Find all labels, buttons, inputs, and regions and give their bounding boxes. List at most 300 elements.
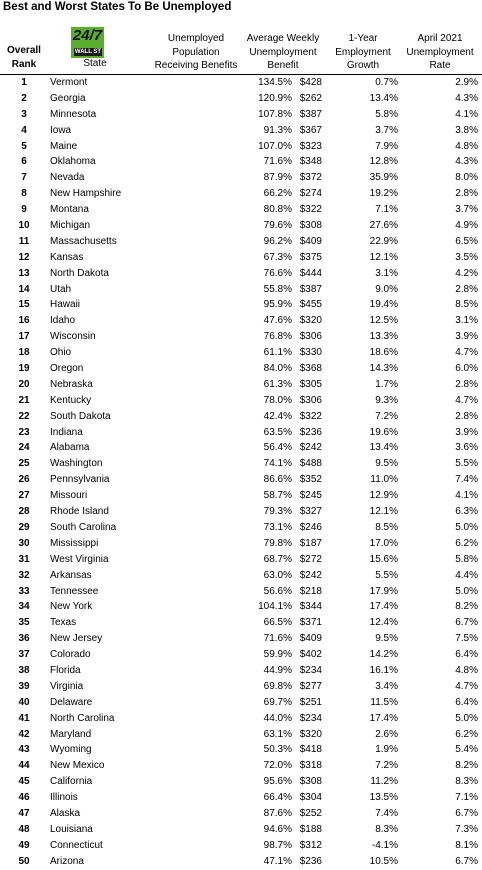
rank-cell: 19 [18,363,30,375]
state-cell: Delaware [50,696,93,708]
population-benefits-cell: 107.8% [258,108,292,120]
table-row [0,91,482,107]
table-row [0,568,482,584]
rank-cell: 13 [18,267,30,279]
population-benefits-cell: 76.8% [263,331,292,343]
state-cell: Hawaii [50,299,81,311]
employment-growth-cell: 12.1% [369,506,398,518]
population-benefits-cell: 72.0% [263,760,292,772]
employment-growth-cell: 13.4% [369,442,398,454]
table-row [0,806,482,822]
unemployment-rate-cell: 2.8% [455,378,478,390]
rank-cell: 29 [18,521,30,533]
state-cell: New Hampshire [50,188,122,200]
rank-cell: 8 [21,188,27,200]
rank-cell: 37 [18,649,30,661]
weekly-benefit-cell: $387 [299,283,322,295]
employment-growth-cell: 5.8% [375,108,398,120]
unemployment-rate-cell: 4.1% [455,490,478,502]
table-row [0,139,482,155]
weekly-benefit-cell: $242 [299,569,322,581]
population-benefits-cell: 98.7% [263,839,292,851]
unemployment-rate-cell: 5.0% [455,585,478,597]
weekly-benefit-cell: $306 [299,331,322,343]
state-cell: Colorado [50,649,91,661]
rank-cell: 4 [21,124,27,136]
unemployment-rate-cell: 5.0% [455,521,478,533]
employment-growth-cell: 9.0% [375,283,398,295]
weekly-benefit-cell: $428 [299,77,322,88]
population-benefits-cell: 73.1% [263,521,292,533]
unemployment-rate-cell: 8.0% [455,172,478,184]
rank-cell: 23 [18,426,30,438]
table-row [0,599,482,615]
table-row [0,234,482,250]
unemployment-rate-cell: 5.8% [455,553,478,565]
unemployment-rate-cell: 3.7% [455,204,478,216]
weekly-benefit-cell: $368 [299,363,322,375]
population-benefits-cell: 44.0% [263,712,292,724]
employment-growth-cell: 19.6% [369,426,398,438]
state-cell: Oregon [50,363,84,375]
state-cell: Washington [50,458,103,470]
table-row [0,361,482,377]
rank-cell: 21 [18,394,30,406]
weekly-benefit-cell: $262 [299,92,322,104]
state-cell: Massachusetts [50,235,117,247]
weekly-benefit-cell: $251 [299,696,322,708]
weekly-benefit-cell: $320 [299,315,322,327]
table-row [0,552,482,568]
unemployment-rate-cell: 4.8% [455,664,478,676]
population-benefits-cell: 63.0% [263,569,292,581]
weekly-benefit-cell: $318 [299,760,322,772]
logo-text: 24/7 [72,27,103,44]
rank-cell: 2 [21,92,27,104]
table-row [0,425,482,441]
weekly-benefit-cell: $308 [299,776,322,788]
header-weekly-benefit: Average Weekly Unemployment Benefit [246,33,320,71]
table-row [0,329,482,345]
table-row [0,154,482,170]
state-cell: Idaho [50,315,76,327]
employment-growth-cell: 13.3% [369,331,398,343]
table-row [0,504,482,520]
table-row [0,345,482,361]
state-cell: Illinois [50,792,78,804]
rank-cell: 36 [18,633,30,645]
unemployment-rate-cell: 6.5% [455,235,478,247]
state-cell: Connecticut [50,839,103,851]
state-cell: Michigan [50,220,91,232]
rank-cell: 9 [21,204,27,216]
weekly-benefit-cell: $277 [299,680,322,692]
employment-growth-cell: 17.9% [369,585,398,597]
table-row [0,170,482,186]
table-row [0,790,482,806]
weekly-benefit-cell: $234 [299,712,322,724]
weekly-benefit-cell: $305 [299,378,322,390]
employment-growth-cell: 12.8% [369,156,398,168]
population-benefits-cell: 76.6% [263,267,292,279]
population-benefits-cell: 63.1% [263,728,292,740]
weekly-benefit-cell: $344 [299,601,322,613]
rank-cell: 20 [18,378,30,390]
population-benefits-cell: 91.3% [263,124,292,136]
state-cell: Minnesota [50,108,97,120]
population-benefits-cell: 71.6% [263,633,292,645]
population-benefits-cell: 44.9% [263,664,292,676]
population-benefits-cell: 59.9% [263,649,292,661]
rank-cell: 47 [18,807,30,819]
rank-cell: 16 [18,315,30,327]
employment-growth-cell: 3.7% [375,124,398,136]
weekly-benefit-cell: $455 [299,299,322,311]
rank-cell: 39 [18,680,30,692]
population-benefits-cell: 56.4% [263,442,292,454]
header-state: State [83,58,107,69]
unemployment-rate-cell: 4.3% [455,92,478,104]
population-benefits-cell: 61.1% [263,347,292,359]
unemployment-rate-cell: 3.9% [455,331,478,343]
state-cell: Kentucky [50,394,92,406]
weekly-benefit-cell: $272 [299,553,322,565]
state-cell: Rhode Island [50,506,109,518]
population-benefits-cell: 84.0% [263,363,292,375]
population-benefits-cell: 50.3% [263,744,292,756]
table-row [0,377,482,393]
unemployment-rate-cell: 3.5% [455,251,478,263]
state-cell: Maine [50,140,78,152]
table-row [0,123,482,139]
rank-cell: 25 [18,458,30,470]
weekly-benefit-cell: $322 [299,204,322,216]
table-row [0,615,482,631]
weekly-benefit-cell: $327 [299,506,322,518]
employment-growth-cell: 3.4% [375,680,398,692]
employment-growth-cell: 9.5% [375,633,398,645]
weekly-benefit-cell: $245 [299,490,322,502]
weekly-benefit-cell: $488 [299,458,322,470]
state-cell: Ohio [50,347,72,359]
population-benefits-cell: 94.6% [263,823,292,835]
table-row [0,838,482,854]
rank-cell: 27 [18,490,30,502]
rank-cell: 28 [18,506,30,518]
employment-growth-cell: 5.5% [375,569,398,581]
weekly-benefit-cell: $308 [299,220,322,232]
population-benefits-cell: 42.4% [263,410,292,422]
weekly-benefit-cell: $236 [299,426,322,438]
table-row [0,679,482,695]
employment-growth-cell: 13.5% [369,792,398,804]
weekly-benefit-cell: $375 [299,251,322,263]
unemployment-rate-cell: 6.4% [455,696,478,708]
unemployment-rate-cell: 2.8% [455,188,478,200]
state-cell: Alaska [50,807,81,819]
employment-growth-cell: 2.6% [375,728,398,740]
population-benefits-cell: 74.1% [263,458,292,470]
employment-growth-cell: 7.9% [375,140,398,152]
unemployment-rate-cell: 6.7% [455,617,478,629]
weekly-benefit-cell: $444 [299,267,322,279]
population-benefits-cell: 104.1% [258,601,292,613]
employment-growth-cell: 14.2% [369,649,398,661]
table-row [0,758,482,774]
population-benefits-cell: 79.3% [263,506,292,518]
population-benefits-cell: 66.5% [263,617,292,629]
employment-growth-cell: 11.0% [370,474,398,486]
logo-subtext: WALL ST [74,49,102,55]
unemployment-rate-cell: 8.1% [455,839,478,851]
table-row [0,822,482,838]
state-cell: Georgia [50,92,86,104]
unemployment-rate-cell: 4.7% [455,680,478,692]
state-cell: Wyoming [50,744,92,756]
weekly-benefit-cell: $187 [299,537,322,549]
employment-growth-cell: 10.5% [369,855,398,867]
employment-growth-cell: 7.4% [375,807,398,819]
employment-growth-cell: 22.9% [369,235,398,247]
unemployment-rate-cell: 4.1% [455,108,478,120]
unemployment-rate-cell: 4.3% [455,156,478,168]
population-benefits-cell: 79.8% [263,537,292,549]
rank-cell: 45 [18,776,30,788]
population-benefits-cell: 66.4% [263,792,292,804]
table-row [0,266,482,282]
employment-growth-cell: 1.9% [375,744,398,756]
table-row [0,440,482,456]
header-unemployment-rate: April 2021 Unemployment Rate [406,33,474,71]
rank-cell: 6 [21,156,27,168]
unemployment-rate-cell: 8.2% [455,760,478,772]
state-cell: Virginia [50,680,84,692]
employment-growth-cell: 15.6% [369,553,398,565]
rank-cell: 33 [18,585,30,597]
rank-cell: 3 [21,108,27,120]
rank-cell: 11 [18,235,30,247]
state-cell: North Dakota [50,267,109,279]
population-benefits-cell: 61.3% [263,378,292,390]
unemployment-rate-cell: 2.8% [455,410,478,422]
weekly-benefit-cell: $352 [299,474,322,486]
employment-growth-cell: 9.3% [375,394,398,406]
state-cell: West Virginia [50,553,109,565]
population-benefits-cell: 58.7% [263,490,292,502]
rank-cell: 46 [18,792,30,804]
weekly-benefit-cell: $371 [299,617,322,629]
weekly-benefit-cell: $252 [299,807,322,819]
unemployment-rate-cell: 2.9% [455,77,478,88]
table-row [0,727,482,743]
table-row [0,202,482,218]
table-row [0,520,482,536]
population-benefits-cell: 79.6% [263,220,292,232]
population-benefits-cell: 63.5% [263,426,292,438]
table-row [0,631,482,647]
weekly-benefit-cell: $322 [299,410,322,422]
state-cell: California [50,776,93,788]
employment-growth-cell: 13.4% [369,92,398,104]
table-row [0,75,482,91]
employment-growth-cell: 17.4% [369,712,398,724]
unemployment-rate-cell: 8.5% [455,299,478,311]
unemployment-rate-cell: 2.8% [455,283,478,295]
population-benefits-cell: 120.9% [258,92,292,104]
unemployment-rate-cell: 7.1% [455,792,478,804]
population-benefits-cell: 47.6% [263,315,292,327]
state-cell: Mississippi [50,537,99,549]
employment-growth-cell: 7.2% [375,410,398,422]
population-benefits-cell: 80.8% [263,204,292,216]
rank-cell: 41 [18,712,30,724]
weekly-benefit-cell: $312 [299,839,322,851]
state-cell: Texas [50,617,77,629]
weekly-benefit-cell: $402 [299,649,322,661]
rank-cell: 5 [21,140,27,152]
unemployment-rate-cell: 5.0% [455,712,478,724]
state-cell: Pennsylvania [50,474,110,486]
employment-growth-cell: 12.1% [369,251,398,263]
table-row [0,488,482,504]
table-row [0,282,482,298]
weekly-benefit-cell: $234 [299,664,322,676]
state-cell: Maryland [50,728,92,740]
employment-growth-cell: 35.9% [369,172,398,184]
table-row [0,250,482,266]
rank-cell: 49 [18,839,30,851]
population-benefits-cell: 107.0% [258,140,292,152]
header-employment-growth: 1-Year Employment Growth [335,33,391,71]
employment-growth-cell: 11.2% [370,776,398,788]
wall-st-logo [71,27,104,58]
weekly-benefit-cell: $246 [299,521,322,533]
header-population: Unemployed Population Receiving Benefits [154,33,238,71]
table-row [0,774,482,790]
state-cell: Wisconsin [50,331,96,343]
employment-growth-cell: 7.2% [375,760,398,772]
rank-cell: 17 [18,331,30,343]
weekly-benefit-cell: $274 [299,188,322,200]
employment-growth-cell: 8.3% [375,823,398,835]
population-benefits-cell: 66.2% [263,188,292,200]
table-row [0,584,482,600]
rank-cell: 10 [18,220,30,232]
unemployment-rate-cell: 4.2% [455,267,478,279]
state-cell: Nebraska [50,378,93,390]
weekly-benefit-cell: $387 [299,108,322,120]
employment-growth-cell: 17.0% [369,537,398,549]
rank-cell: 22 [18,410,30,422]
employment-growth-cell: 0.7% [375,77,398,88]
table-body [0,75,482,870]
table-row [0,409,482,425]
weekly-benefit-cell: $320 [299,728,322,740]
population-benefits-cell: 71.6% [263,156,292,168]
population-benefits-cell: 95.6% [263,776,292,788]
weekly-benefit-cell: $409 [299,633,322,645]
population-benefits-cell: 56.6% [263,585,292,597]
state-cell: Alabama [50,442,90,454]
unemployment-rate-cell: 5.4% [455,744,478,756]
population-benefits-cell: 69.8% [263,680,292,692]
rank-cell: 32 [18,569,30,581]
table-row [0,313,482,329]
weekly-benefit-cell: $418 [299,744,322,756]
table-row [0,742,482,758]
population-benefits-cell: 55.8% [263,283,292,295]
rank-cell: 31 [18,553,30,565]
employment-growth-cell: 16.1% [369,664,398,676]
rank-cell: 42 [18,728,30,740]
rank-cell: 43 [18,744,30,756]
rank-cell: 12 [18,251,30,263]
unemployment-rate-cell: 8.3% [455,776,478,788]
rank-cell: 7 [21,172,27,184]
weekly-benefit-cell: $367 [299,124,322,136]
weekly-benefit-cell: $348 [299,156,322,168]
table-row [0,647,482,663]
state-cell: New Mexico [50,760,105,772]
population-benefits-cell: 69.7% [263,696,292,708]
population-benefits-cell: 78.0% [263,394,292,406]
unemployment-rate-cell: 3.6% [455,442,478,454]
state-cell: Nevada [50,172,85,184]
table-row [0,393,482,409]
state-cell: Montana [50,204,89,216]
employment-growth-cell: 14.3% [369,363,398,375]
population-benefits-cell: 87.9% [263,172,292,184]
employment-growth-cell: 1.7% [375,378,398,390]
employment-growth-cell: 9.5% [375,458,398,470]
rank-cell: 26 [18,474,30,486]
rank-cell: 15 [18,299,30,311]
population-benefits-cell: 67.3% [263,251,292,263]
unemployment-rate-cell: 3.8% [455,124,478,136]
unemployment-rate-cell: 6.3% [455,506,478,518]
state-cell: Louisiana [50,823,93,835]
employment-growth-cell: 27.6% [369,220,398,232]
state-cell: Vermont [50,77,88,88]
state-cell: Florida [50,664,81,676]
employment-growth-cell: 12.4% [369,617,398,629]
state-cell: Missouri [50,490,88,502]
unemployment-rate-cell: 7.3% [455,823,478,835]
weekly-benefit-cell: $218 [299,585,322,597]
employment-growth-cell: 17.4% [369,601,398,613]
unemployment-rate-cell: 5.5% [455,458,478,470]
table-row [0,297,482,313]
rank-cell: 24 [18,442,30,454]
rank-cell: 48 [18,823,30,835]
employment-growth-cell: 8.5% [375,521,398,533]
table-row [0,456,482,472]
weekly-benefit-cell: $304 [299,792,322,804]
weekly-benefit-cell: $188 [299,823,322,835]
weekly-benefit-cell: $372 [299,172,322,184]
employment-growth-cell: -4.1% [371,839,398,851]
state-cell: New Jersey [50,633,103,645]
table-row [0,218,482,234]
weekly-benefit-cell: $330 [299,347,322,359]
state-cell: Arkansas [50,569,92,581]
unemployment-rate-cell: 6.0% [455,363,478,375]
table-row [0,854,482,870]
table-row [0,663,482,679]
weekly-benefit-cell: $409 [299,235,322,247]
state-cell: New York [50,601,93,613]
table-row [0,711,482,727]
